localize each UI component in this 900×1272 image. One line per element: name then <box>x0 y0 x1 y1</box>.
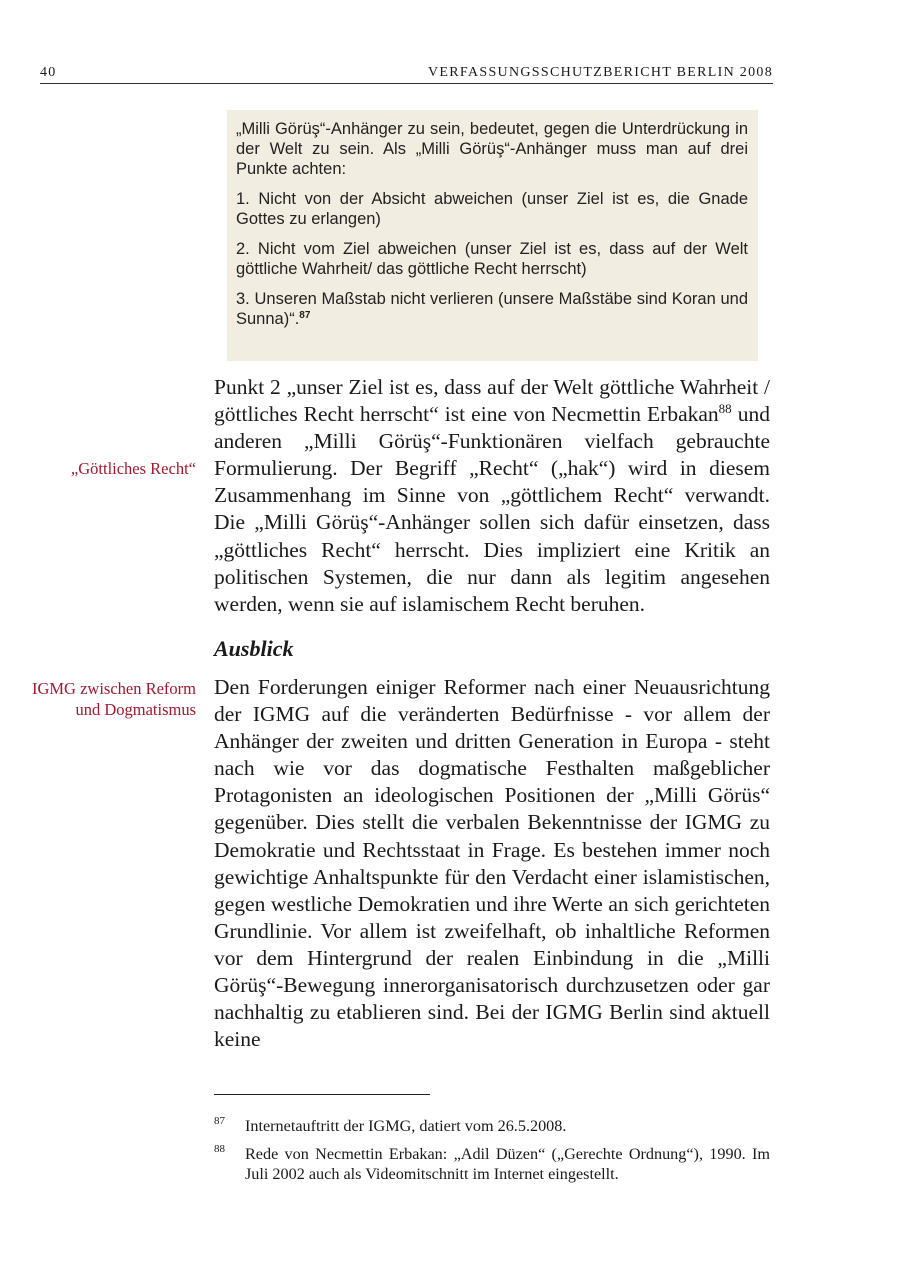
margin-note-igmg-reform: IGMG zwischen Reform und Dogmatismus <box>31 679 196 719</box>
footnote-number: 87 <box>214 1115 225 1127</box>
paragraph-punkt-2 <box>214 374 770 618</box>
quote-point-3-text: 3. Unseren Maßstab nicht verlieren (unsere Maßstäbe sind Koran und Sunna)“. <box>236 290 748 328</box>
page-number: 40 <box>40 65 57 80</box>
quote-point-1: 1. Nicht von der Absicht abweichen (unser Ziel ist es, die Gnade Gottes zu erlangen) <box>236 190 748 228</box>
running-title: VERFASSUNGSSCHUTZBERICHT BERLIN 2008 <box>428 65 773 80</box>
quote-box <box>227 110 758 361</box>
quote-point-3 <box>236 289 748 329</box>
footnote-87 <box>214 1116 770 1136</box>
paragraph-ausblick <box>214 674 770 1053</box>
paragraph-1-text-b: und anderen „Milli Görüş“-Funktionären vielfach gebrauchte Formulierung. Der Begriff „Recht“ („hak“) wird in diesem Zusammenhang im Sinne von „göttlichem Recht“ verwandt. Die „Milli Görüş“-Anhänger sollen sich dafür einsetzen, dass „göttliches Recht“ herrscht. Dies impliziert eine Kritik an politischen Systemen, die nur dann als legitim angesehen werden, wenn sie auf islamischem Recht beruhen. <box>214 402 770 616</box>
footnote-88 <box>214 1144 770 1184</box>
footnote-ref-87[interactable]: 87 <box>299 310 311 321</box>
paragraph-1-text-a: Punkt 2 „unser Ziel ist es, dass auf der Welt göttliche Wahrheit / göttliches Recht herrscht“ ist eine von Necmettin Erbakan <box>214 375 770 427</box>
section-heading-ausblick: Ausblick <box>214 636 294 661</box>
running-header <box>40 63 773 84</box>
footnote-ref-88[interactable]: 88 <box>718 401 732 417</box>
footnote-text: Rede von Necmettin Erbakan: „Adil Düzen“ („Gerechte Ordnung“), 1990. Im Juli 2002 auch als Videomitschnitt im Internet eingestellt. <box>245 1145 770 1183</box>
quote-point-2: 2. Nicht vom Ziel abweichen (unser Ziel ist es, dass auf der Welt göttliche Wahrheit/ das göttliche Recht herrscht) <box>236 240 748 278</box>
footnote-number: 88 <box>214 1143 225 1155</box>
footnote-text: Internetauftritt der IGMG, datiert vom 26.5.2008. <box>245 1117 567 1135</box>
paragraph-2-text: Den Forderungen einiger Reformer nach einer Neuausrichtung der IGMG auf die veränderten Bedürfnisse - vor allem der Anhänger der zweiten und dritten Generation in Europa - steht nach wie vor das dogmatische Festhalten maßgeblicher Protagonisten an ideologischen Positionen der „Milli Görüs“ gegenüber. Dies stellt die verbalen Bekenntnisse der IGMG zu Demokratie und Rechtsstaat in Frage. Es bestehen immer noch gewichtige Anhaltspunkte für den Verdacht einer islamistischen, gegen westliche Demokratien und ihre Werte an sich gerichteten Grundlinie. Vor allem ist zweifelhaft, ob inhaltliche Reformen vor dem Hintergrund der realen Einbindung in die „Milli Görüş“-Bewegung innerorganisatorisch durchzusetzen oder gar nachhaltig zu etablieren sind. Bei der IGMG Berlin sind aktuell keine <box>214 675 770 1052</box>
footnote-divider <box>214 1094 430 1095</box>
quote-intro: „Milli Görüş“-Anhänger zu sein, bedeutet, gegen die Unterdrückung in der Welt zu sein. Als „Milli Görüş“-Anhänger muss man auf drei Punkte achten: <box>236 120 748 178</box>
margin-note-goettliches-recht: „Göttliches Recht“ <box>70 459 196 478</box>
